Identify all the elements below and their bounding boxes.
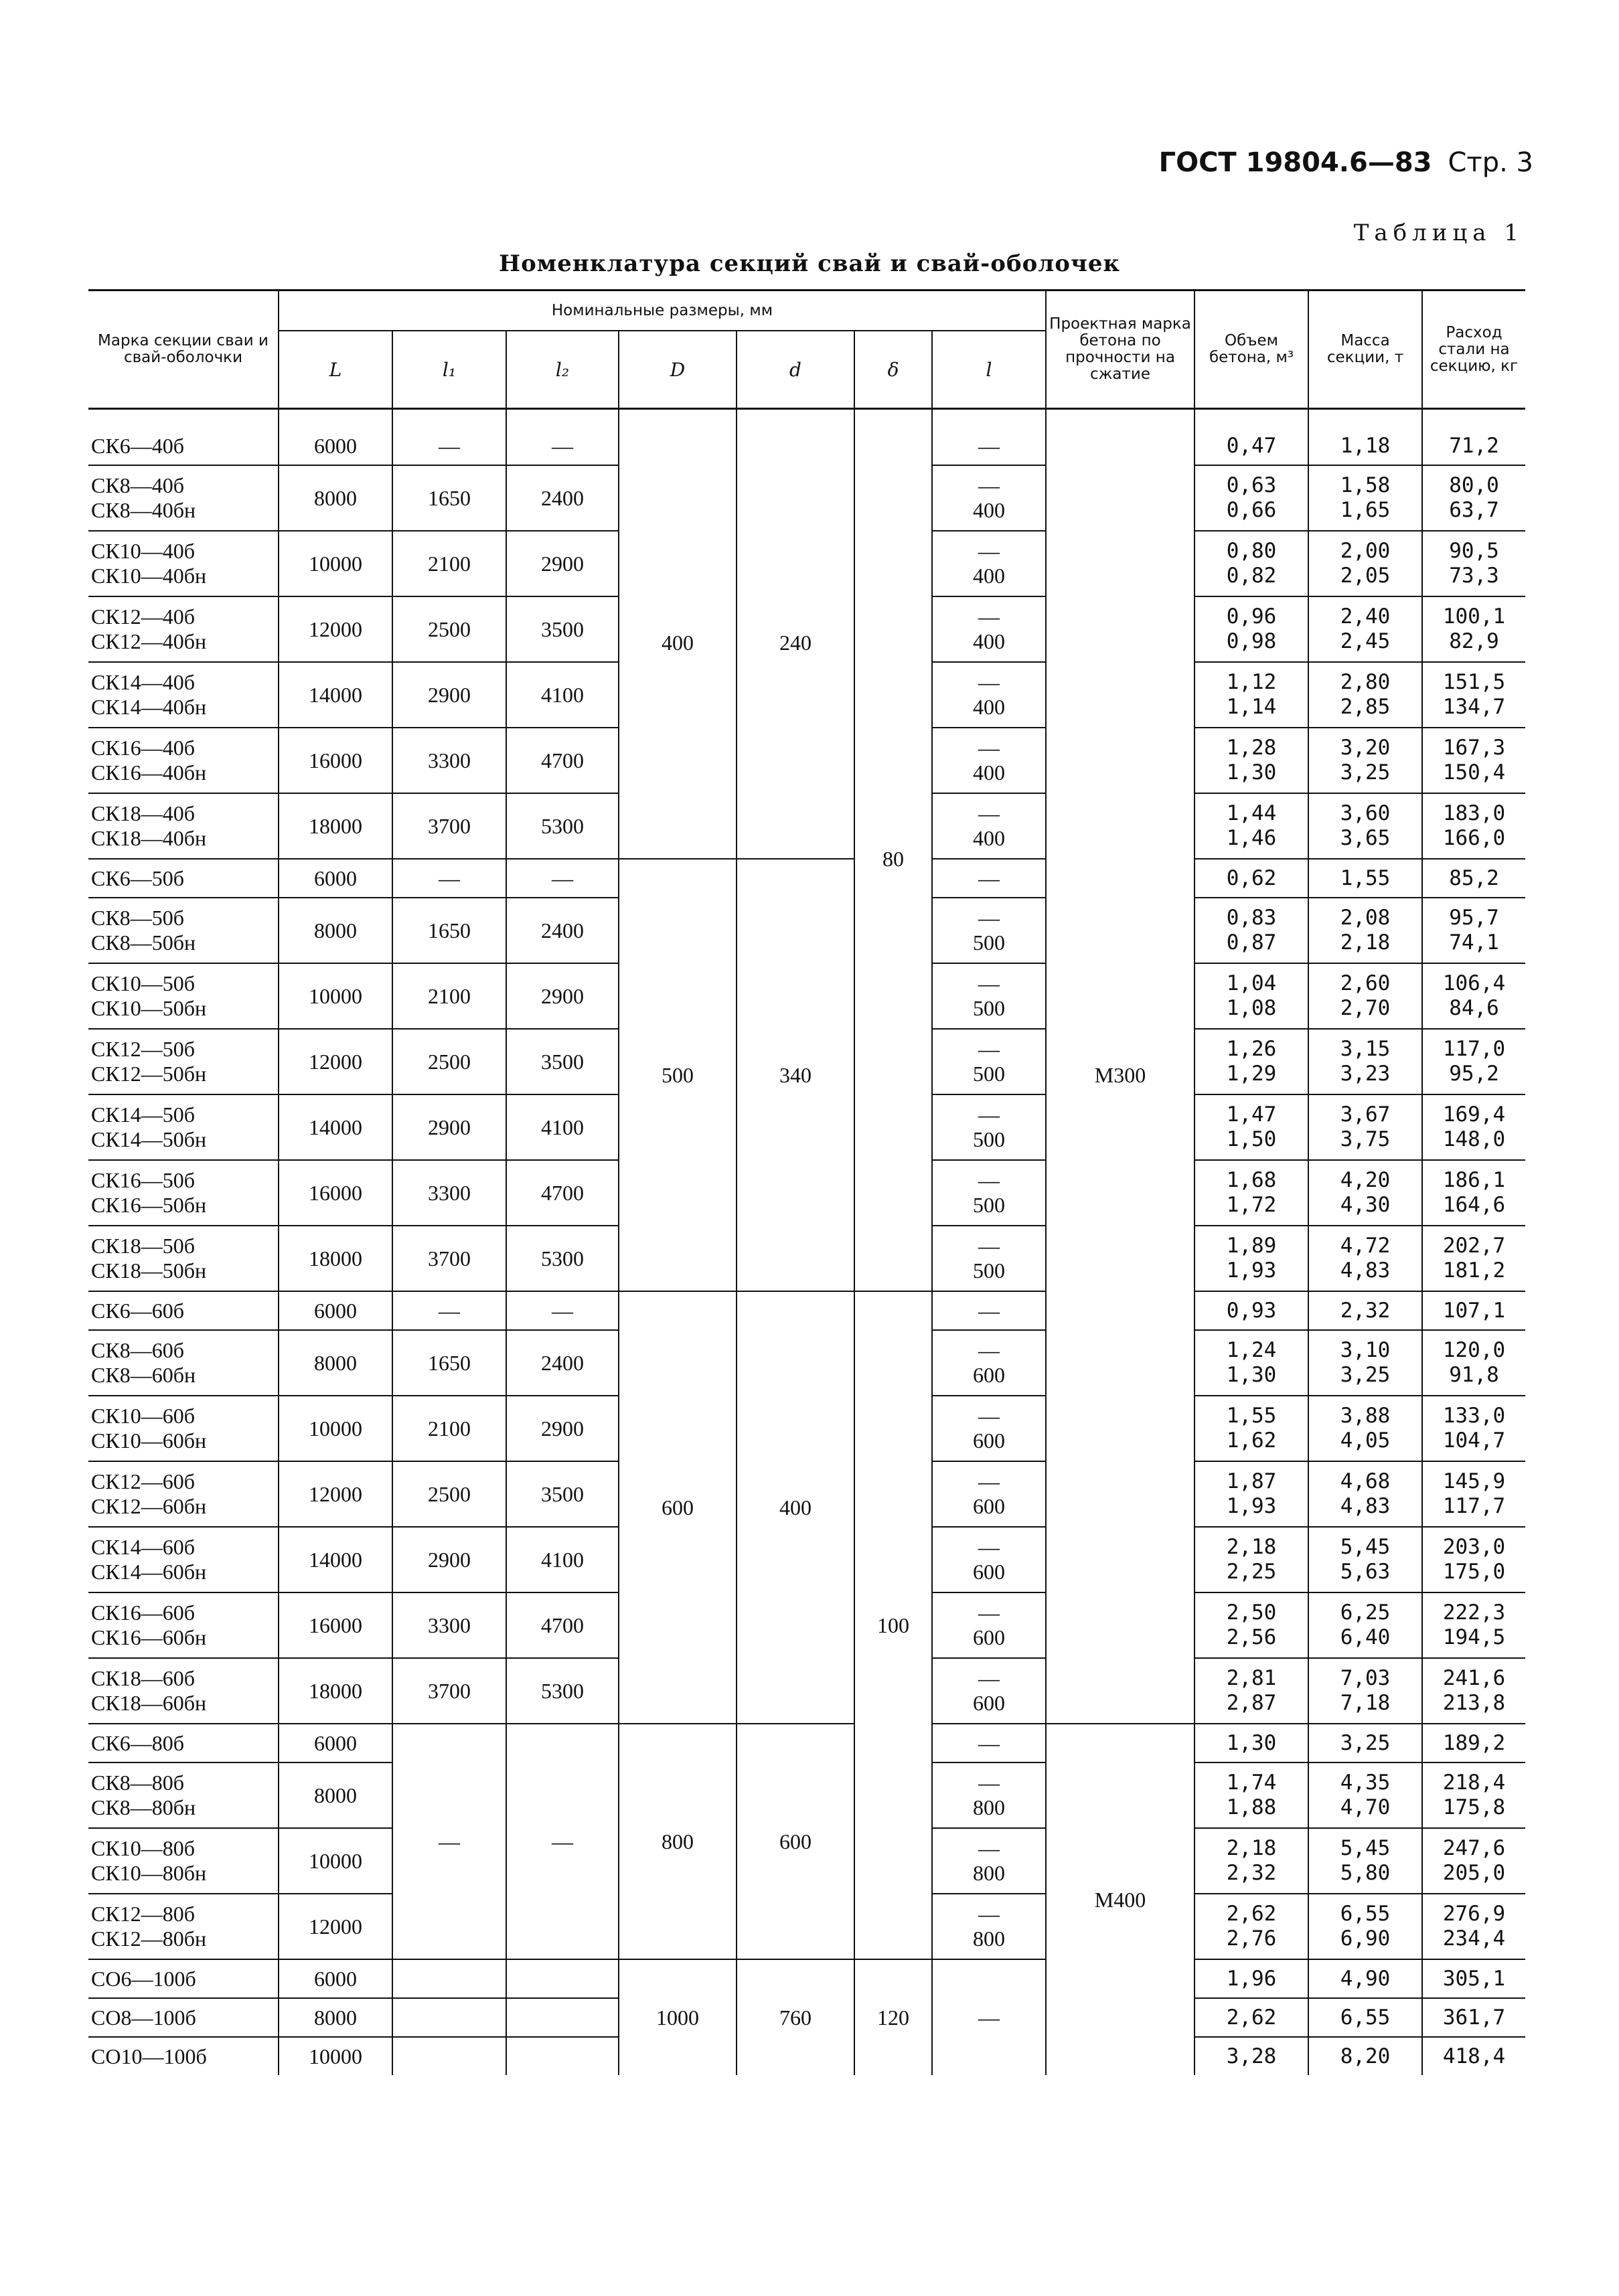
diameter-d-group-cell: 400 xyxy=(737,1291,854,1724)
length-L-cell: 6000 xyxy=(279,1959,392,1998)
concrete-volume-cell: 0,47 xyxy=(1194,427,1308,465)
steel-consumption-cell: 189,2 xyxy=(1422,1724,1525,1762)
section-mass-cell: 4,68 4,83 xyxy=(1308,1461,1422,1527)
length-L-cell: 8000 xyxy=(279,898,392,963)
length-l2-cell: 4100 xyxy=(506,1094,619,1160)
header-delta: δ xyxy=(854,331,932,409)
length-l1-cell: 3300 xyxy=(392,728,506,793)
steel-consumption-cell: 106,4 84,6 xyxy=(1422,963,1525,1029)
concrete-volume-cell: 1,04 1,08 xyxy=(1194,963,1308,1029)
concrete-volume-cell: 2,81 2,87 xyxy=(1194,1658,1308,1724)
header-nominal-sizes: Номинальные размеры, мм xyxy=(279,291,1046,331)
section-mass-cell: 3,25 xyxy=(1308,1724,1422,1762)
length-L-cell: 18000 xyxy=(279,1658,392,1724)
length-L-cell: 10000 xyxy=(279,963,392,1029)
length-l2-cell: — xyxy=(506,1291,619,1330)
page-header xyxy=(1159,147,1533,178)
length-l-cell: — 400 xyxy=(932,662,1046,728)
concrete-volume-cell: 2,62 2,76 xyxy=(1194,1894,1308,1959)
table-row xyxy=(88,1291,1525,1330)
length-l-cell: — 400 xyxy=(932,465,1046,531)
length-l1-cell: 2500 xyxy=(392,1461,506,1527)
length-l2-cell: — xyxy=(506,859,619,898)
section-mass-cell: 7,03 7,18 xyxy=(1308,1658,1422,1724)
section-mass-cell: 1,55 xyxy=(1308,859,1422,898)
length-L-cell: 6000 xyxy=(279,427,392,465)
steel-consumption-cell: 361,7 xyxy=(1422,1998,1525,2037)
concrete-volume-cell: 0,80 0,82 xyxy=(1194,531,1308,596)
steel-consumption-cell: 418,4 xyxy=(1422,2037,1525,2075)
length-l2-cell xyxy=(506,1959,619,1998)
length-l-cell: — 600 xyxy=(932,1330,1046,1396)
steel-consumption-cell: 133,0 104,7 xyxy=(1422,1396,1525,1461)
table-row xyxy=(88,427,1525,465)
length-l1-cell: 3700 xyxy=(392,793,506,859)
section-mark-cell: СК8—40б СК8—40бн xyxy=(88,465,279,531)
length-l-cell: — 500 xyxy=(932,1160,1046,1226)
length-l-cell: — 800 xyxy=(932,1828,1046,1894)
length-l2-cell: 4700 xyxy=(506,1592,619,1658)
header-mark: Марка секции сваи и свай-оболочки xyxy=(88,291,279,409)
table-row xyxy=(88,1959,1525,1998)
diameter-delta-group-cell: 80 xyxy=(854,427,932,1291)
diameter-delta-group-cell: 120 xyxy=(854,1959,932,2075)
section-mark-cell: СК14—50б СК14—50бн xyxy=(88,1094,279,1160)
length-l2-cell: 2900 xyxy=(506,963,619,1029)
concrete-volume-cell: 1,96 xyxy=(1194,1959,1308,1998)
diameter-D-group-cell: 500 xyxy=(619,859,737,1291)
steel-consumption-cell: 218,4 175,8 xyxy=(1422,1762,1525,1828)
length-l1-cell: 2500 xyxy=(392,596,506,662)
steel-consumption-cell: 202,7 181,2 xyxy=(1422,1226,1525,1291)
length-l2-cell: 4700 xyxy=(506,1160,619,1226)
header-concrete-grade: Проектная марка бетона по прочности на сжатие xyxy=(1046,291,1194,409)
length-L-cell: 14000 xyxy=(279,1527,392,1592)
concrete-volume-cell: 0,83 0,87 xyxy=(1194,898,1308,963)
diameter-d-group-cell: 240 xyxy=(737,427,854,859)
length-L-cell: 18000 xyxy=(279,1226,392,1291)
section-mark-cell: СК12—40б СК12—40бн xyxy=(88,596,279,662)
length-L-cell: 14000 xyxy=(279,662,392,728)
length-l2-cell: 5300 xyxy=(506,1226,619,1291)
section-mark-cell: СО8—100б xyxy=(88,1998,279,2037)
length-l-cell: — 500 xyxy=(932,1094,1046,1160)
length-l2-cell: 2400 xyxy=(506,898,619,963)
concrete-volume-cell: 1,44 1,46 xyxy=(1194,793,1308,859)
length-l1-cell: — xyxy=(392,427,506,465)
length-l2-cell: 4100 xyxy=(506,662,619,728)
length-l2-cell: 4700 xyxy=(506,728,619,793)
concrete-volume-cell: 1,87 1,93 xyxy=(1194,1461,1308,1527)
section-mark-cell: СК12—50б СК12—50бн xyxy=(88,1029,279,1094)
header-l: l xyxy=(932,331,1046,409)
length-l2-cell: 4100 xyxy=(506,1527,619,1592)
length-l2-group-cell: — xyxy=(506,1724,619,1959)
steel-consumption-cell: 241,6 213,8 xyxy=(1422,1658,1525,1724)
length-L-cell: 10000 xyxy=(279,2037,392,2075)
section-mark-cell: СК16—50б СК16—50бн xyxy=(88,1160,279,1226)
steel-consumption-cell: 145,9 117,7 xyxy=(1422,1461,1525,1527)
section-mark-cell: СК6—50б xyxy=(88,859,279,898)
steel-consumption-cell: 203,0 175,0 xyxy=(1422,1527,1525,1592)
steel-consumption-cell: 117,0 95,2 xyxy=(1422,1029,1525,1094)
concrete-volume-cell: 0,96 0,98 xyxy=(1194,596,1308,662)
section-mass-cell: 2,00 2,05 xyxy=(1308,531,1422,596)
length-L-cell: 16000 xyxy=(279,1592,392,1658)
length-l-cell: — xyxy=(932,1291,1046,1330)
section-mass-cell: 4,20 4,30 xyxy=(1308,1160,1422,1226)
length-l1-cell: — xyxy=(392,859,506,898)
length-l1-cell: 2900 xyxy=(392,662,506,728)
length-l2-cell: 3500 xyxy=(506,1029,619,1094)
steel-consumption-cell: 183,0 166,0 xyxy=(1422,793,1525,859)
length-l1-cell: 1650 xyxy=(392,898,506,963)
section-mass-cell: 8,20 xyxy=(1308,2037,1422,2075)
section-mass-cell: 3,67 3,75 xyxy=(1308,1094,1422,1160)
section-mark-cell: СК8—60б СК8—60бн xyxy=(88,1330,279,1396)
length-l-group-cell: — xyxy=(932,1959,1046,2075)
diameter-d-group-cell: 760 xyxy=(737,1959,854,2075)
diameter-D-group-cell: 800 xyxy=(619,1724,737,1959)
header-l2: l₂ xyxy=(506,331,619,409)
length-l2-cell: 3500 xyxy=(506,1461,619,1527)
section-mark-cell: СК18—60б СК18—60бн xyxy=(88,1658,279,1724)
length-l2-cell: 2900 xyxy=(506,1396,619,1461)
length-l-cell: — 600 xyxy=(932,1461,1046,1527)
length-l2-cell xyxy=(506,2037,619,2075)
section-mass-cell: 2,80 2,85 xyxy=(1308,662,1422,728)
section-mark-cell: СК10—50б СК10—50бн xyxy=(88,963,279,1029)
length-l2-cell: 2900 xyxy=(506,531,619,596)
length-L-cell: 12000 xyxy=(279,596,392,662)
length-l1-cell xyxy=(392,1959,506,1998)
section-mark-cell: СК18—40б СК18—40бн xyxy=(88,793,279,859)
length-l-cell: — 800 xyxy=(932,1894,1046,1959)
length-L-cell: 10000 xyxy=(279,1828,392,1894)
length-l-cell: — 600 xyxy=(932,1527,1046,1592)
nomenclature-table xyxy=(88,289,1525,2075)
concrete-volume-cell: 1,26 1,29 xyxy=(1194,1029,1308,1094)
concrete-grade-cell: М300 xyxy=(1046,427,1194,1724)
length-L-cell: 10000 xyxy=(279,1396,392,1461)
steel-consumption-cell: 85,2 xyxy=(1422,859,1525,898)
length-l2-cell: 5300 xyxy=(506,1658,619,1724)
steel-consumption-cell: 95,7 74,1 xyxy=(1422,898,1525,963)
concrete-volume-cell: 1,47 1,50 xyxy=(1194,1094,1308,1160)
section-mass-cell: 3,60 3,65 xyxy=(1308,793,1422,859)
length-L-cell: 8000 xyxy=(279,465,392,531)
length-l2-cell: 3500 xyxy=(506,596,619,662)
section-mass-cell: 3,15 3,23 xyxy=(1308,1029,1422,1094)
section-mark-cell: СК18—50б СК18—50бн xyxy=(88,1226,279,1291)
concrete-volume-cell: 2,18 2,25 xyxy=(1194,1527,1308,1592)
table-row xyxy=(88,1724,1525,1762)
length-l-cell: — 400 xyxy=(932,793,1046,859)
steel-consumption-cell: 107,1 xyxy=(1422,1291,1525,1330)
concrete-volume-cell: 3,28 xyxy=(1194,2037,1308,2075)
steel-consumption-cell: 247,6 205,0 xyxy=(1422,1828,1525,1894)
concrete-volume-cell: 2,18 2,32 xyxy=(1194,1828,1308,1894)
header-D: D xyxy=(619,331,737,409)
length-l2-cell: 2400 xyxy=(506,465,619,531)
header-d: d xyxy=(737,331,854,409)
length-l-cell: — 600 xyxy=(932,1658,1046,1724)
steel-consumption-cell: 222,3 194,5 xyxy=(1422,1592,1525,1658)
steel-consumption-cell: 305,1 xyxy=(1422,1959,1525,1998)
diameter-D-group-cell: 1000 xyxy=(619,1959,737,2075)
section-mass-cell: 4,90 xyxy=(1308,1959,1422,1998)
section-mark-cell: СК10—40б СК10—40бн xyxy=(88,531,279,596)
header-steel: Расход стали на секцию, кг xyxy=(1422,291,1525,409)
steel-consumption-cell: 90,5 73,3 xyxy=(1422,531,1525,596)
header-mass: Масса секции, т xyxy=(1308,291,1422,409)
section-mass-cell: 6,55 xyxy=(1308,1998,1422,2037)
header-L: L xyxy=(279,331,392,409)
section-mass-cell: 2,32 xyxy=(1308,1291,1422,1330)
length-l2-cell: — xyxy=(506,427,619,465)
section-mark-cell: СК6—60б xyxy=(88,1291,279,1330)
steel-consumption-cell: 276,9 234,4 xyxy=(1422,1894,1525,1959)
section-mass-cell: 3,20 3,25 xyxy=(1308,728,1422,793)
header-concrete-volume: Объем бетона, м³ xyxy=(1194,291,1308,409)
section-mark-cell: СО10—100б xyxy=(91,2044,207,2068)
section-mass-cell: 4,72 4,83 xyxy=(1308,1226,1422,1291)
section-mass-cell: 1,18 xyxy=(1308,427,1422,465)
concrete-volume-cell: 1,74 1,88 xyxy=(1194,1762,1308,1828)
section-mass-cell: 6,25 6,40 xyxy=(1308,1592,1422,1658)
spacer-row xyxy=(88,409,1525,428)
length-l1-cell xyxy=(392,2037,506,2075)
diameter-D-group-cell: 400 xyxy=(619,427,737,859)
length-l-cell: — 400 xyxy=(932,531,1046,596)
section-mark-cell: СК12—80б СК12—80бн xyxy=(88,1894,279,1959)
length-L-cell: 6000 xyxy=(279,859,392,898)
length-l1-cell: 2900 xyxy=(392,1094,506,1160)
diameter-delta-group-cell: 100 xyxy=(854,1291,932,1959)
standard-number: ГОСТ 19804.6—83 xyxy=(1158,147,1432,178)
length-l1-group-cell: — xyxy=(392,1724,506,1959)
section-mass-cell: 5,45 5,63 xyxy=(1308,1527,1422,1592)
section-mark-cell: СО6—100б xyxy=(88,1959,279,1998)
diameter-d-group-cell: 340 xyxy=(737,859,854,1291)
section-mark-cell: СК10—60б СК10—60бн xyxy=(88,1396,279,1461)
section-mass-cell: 2,40 2,45 xyxy=(1308,596,1422,662)
table-row xyxy=(88,859,1525,898)
length-l-cell: — xyxy=(932,859,1046,898)
length-L-cell: 8000 xyxy=(279,1998,392,2037)
concrete-volume-cell: 0,62 xyxy=(1194,859,1308,898)
table-title: Номенклатура секций свай и свай-оболочек xyxy=(498,250,1121,277)
concrete-volume-cell: 1,68 1,72 xyxy=(1194,1160,1308,1226)
steel-consumption-cell: 151,5 134,7 xyxy=(1422,662,1525,728)
concrete-volume-cell: 1,24 1,30 xyxy=(1194,1330,1308,1396)
steel-consumption-cell: 80,0 63,7 xyxy=(1422,465,1525,531)
length-l1-cell: 2100 xyxy=(392,963,506,1029)
concrete-volume-cell: 1,89 1,93 xyxy=(1194,1226,1308,1291)
concrete-volume-cell: 1,28 1,30 xyxy=(1194,728,1308,793)
length-l1-cell: — xyxy=(392,1291,506,1330)
section-mass-cell: 1,58 1,65 xyxy=(1308,465,1422,531)
length-l-cell: — 600 xyxy=(932,1396,1046,1461)
section-mark-cell: СК10—80б СК10—80бн xyxy=(88,1828,279,1894)
length-L-cell: 6000 xyxy=(279,1724,392,1762)
section-mass-cell: 4,35 4,70 xyxy=(1308,1762,1422,1828)
steel-consumption-cell: 71,2 xyxy=(1422,427,1525,465)
length-l-cell: — 600 xyxy=(932,1592,1046,1658)
section-mark-cell: СК12—60б СК12—60бн xyxy=(88,1461,279,1527)
length-l1-cell: 3700 xyxy=(392,1658,506,1724)
section-mass-cell: 2,08 2,18 xyxy=(1308,898,1422,963)
section-mass-cell: 3,88 4,05 xyxy=(1308,1396,1422,1461)
length-l1-cell: 3300 xyxy=(392,1592,506,1658)
length-L-cell: 8000 xyxy=(279,1330,392,1396)
length-l2-cell: 2400 xyxy=(506,1330,619,1396)
table-label: Таблица 1 xyxy=(1353,220,1524,246)
length-l-cell: — 800 xyxy=(932,1762,1046,1828)
length-L-cell: 16000 xyxy=(279,728,392,793)
section-mark-cell: СК16—40б СК16—40бн xyxy=(88,728,279,793)
length-l1-cell xyxy=(392,1998,506,2037)
section-mass-cell: 5,45 5,80 xyxy=(1308,1828,1422,1894)
section-mark-cell: СК8—80б СК8—80бн xyxy=(88,1762,279,1828)
length-l1-cell: 1650 xyxy=(392,1330,506,1396)
concrete-volume-cell: 1,12 1,14 xyxy=(1194,662,1308,728)
steel-consumption-cell: 167,3 150,4 xyxy=(1422,728,1525,793)
length-l1-cell: 2100 xyxy=(392,531,506,596)
steel-consumption-cell: 100,1 82,9 xyxy=(1422,596,1525,662)
length-l1-cell: 2100 xyxy=(392,1396,506,1461)
length-l-cell: — 500 xyxy=(932,1029,1046,1094)
length-L-cell: 12000 xyxy=(279,1029,392,1094)
length-l-cell: — xyxy=(932,427,1046,465)
steel-consumption-cell: 169,4 148,0 xyxy=(1422,1094,1525,1160)
steel-consumption-cell: 186,1 164,6 xyxy=(1422,1160,1525,1226)
length-l-cell: — 500 xyxy=(932,898,1046,963)
length-L-cell: 10000 xyxy=(279,531,392,596)
length-l1-cell: 2900 xyxy=(392,1527,506,1592)
length-l2-cell xyxy=(506,1998,619,2037)
section-mark-cell: СК6—40б xyxy=(88,427,279,465)
section-mark-cell: СК6—80б xyxy=(88,1724,279,1762)
length-l-cell: — 500 xyxy=(932,963,1046,1029)
length-l-cell: — 400 xyxy=(932,596,1046,662)
section-mark-cell: СК8—50б СК8—50бн xyxy=(88,898,279,963)
length-L-cell: 16000 xyxy=(279,1160,392,1226)
concrete-volume-cell: 1,30 xyxy=(1194,1724,1308,1762)
section-mark-cell: СК16—60б СК16—60бн xyxy=(88,1592,279,1658)
section-mark-cell: СК14—60б СК14—60бн xyxy=(88,1527,279,1592)
length-l1-cell: 3300 xyxy=(392,1160,506,1226)
concrete-volume-cell: 2,50 2,56 xyxy=(1194,1592,1308,1658)
length-l2-cell: 5300 xyxy=(506,793,619,859)
length-l1-cell: 1650 xyxy=(392,465,506,531)
section-mass-cell: 2,60 2,70 xyxy=(1308,963,1422,1029)
length-L-cell: 12000 xyxy=(279,1894,392,1959)
table-body xyxy=(88,409,1525,2076)
length-l1-cell: 2500 xyxy=(392,1029,506,1094)
section-mass-cell: 6,55 6,90 xyxy=(1308,1894,1422,1959)
header-l1: l₁ xyxy=(392,331,506,409)
length-L-cell: 12000 xyxy=(279,1461,392,1527)
length-l-cell: — 500 xyxy=(932,1226,1046,1291)
length-L-cell: 14000 xyxy=(279,1094,392,1160)
section-mass-cell: 3,10 3,25 xyxy=(1308,1330,1422,1396)
length-L-cell: 6000 xyxy=(279,1291,392,1330)
concrete-volume-cell: 1,55 1,62 xyxy=(1194,1396,1308,1461)
length-l-cell: — xyxy=(932,1724,1046,1762)
steel-consumption-cell: 120,0 91,8 xyxy=(1422,1330,1525,1396)
concrete-volume-cell: 2,62 xyxy=(1194,1998,1308,2037)
page-number: Стр. 3 xyxy=(1448,147,1533,178)
concrete-volume-cell: 0,93 xyxy=(1194,1291,1308,1330)
diameter-d-group-cell: 600 xyxy=(737,1724,854,1959)
length-l-cell: — 400 xyxy=(932,728,1046,793)
section-mark-cell: СК14—40б СК14—40бн xyxy=(88,662,279,728)
concrete-grade-cell: М400 xyxy=(1046,1724,1194,2075)
concrete-volume-cell: 0,63 0,66 xyxy=(1194,465,1308,531)
length-L-cell: 8000 xyxy=(279,1762,392,1828)
length-l1-cell: 3700 xyxy=(392,1226,506,1291)
length-L-cell: 18000 xyxy=(279,793,392,859)
diameter-D-group-cell: 600 xyxy=(619,1291,737,1724)
